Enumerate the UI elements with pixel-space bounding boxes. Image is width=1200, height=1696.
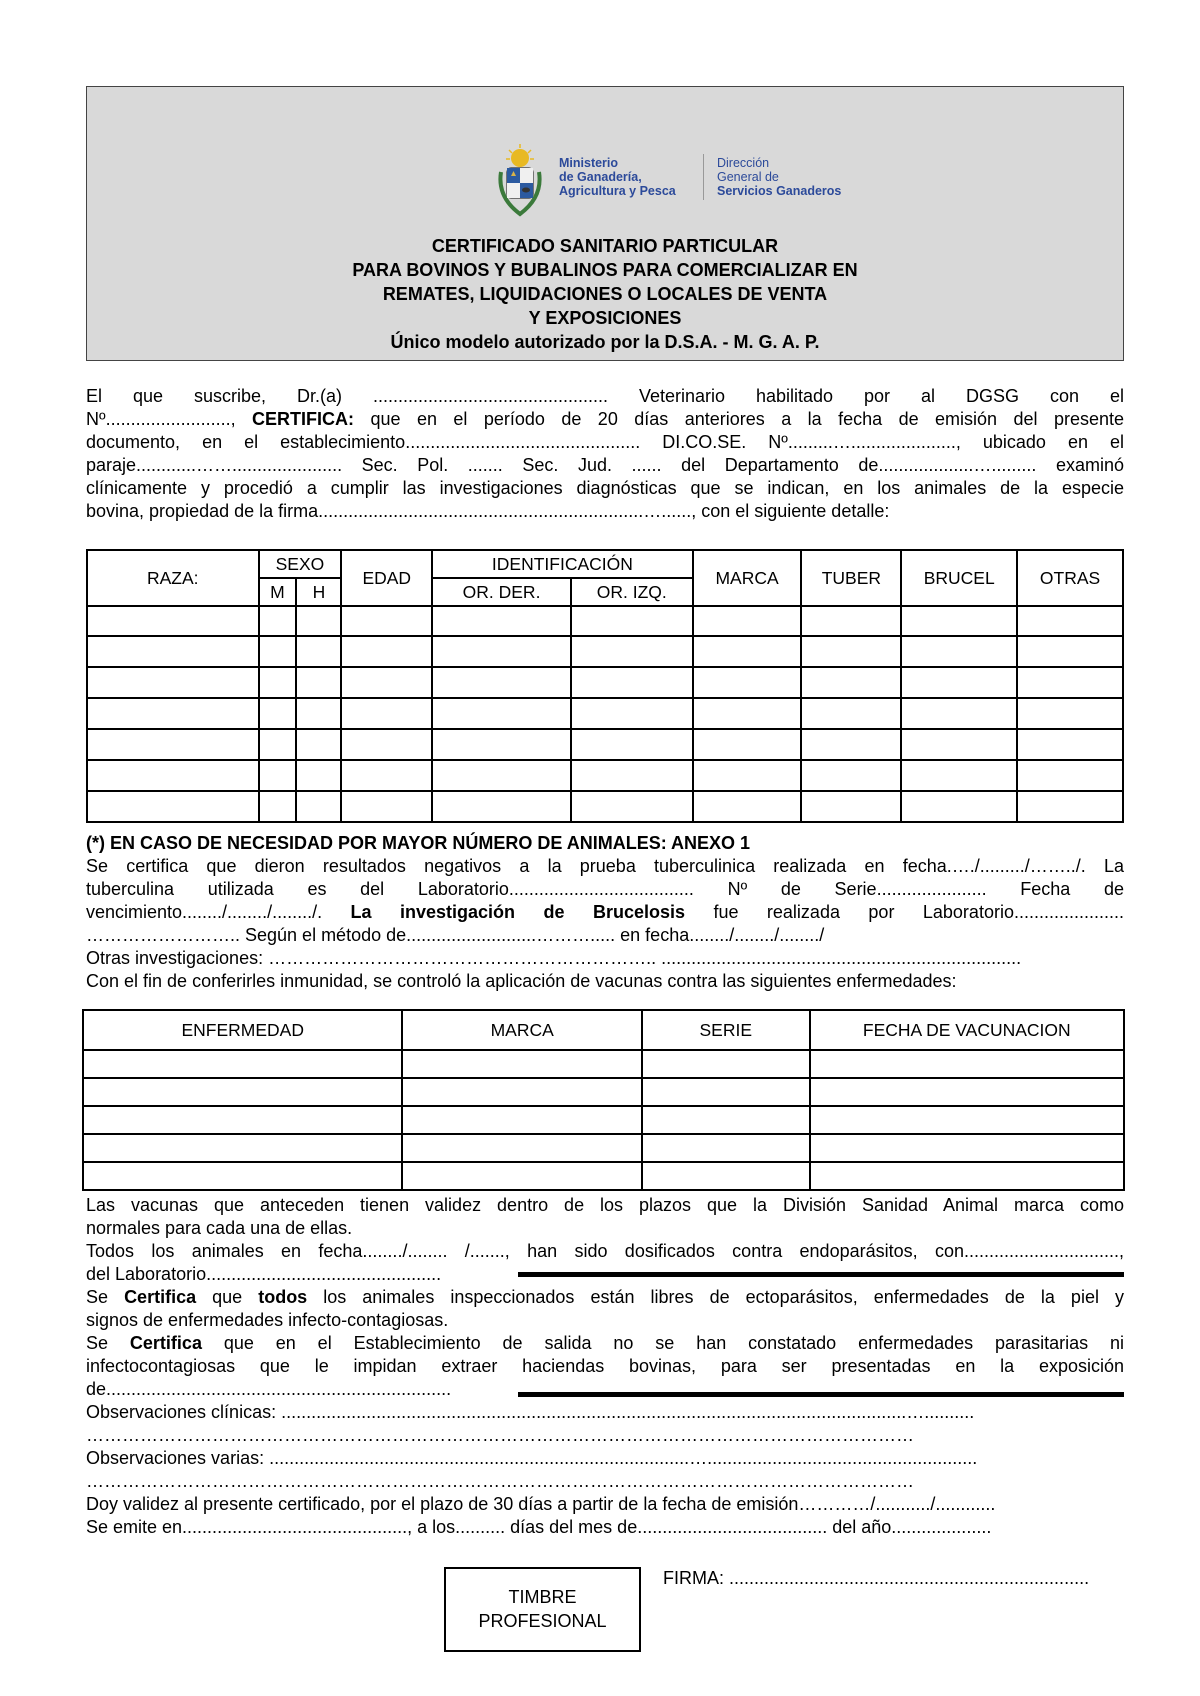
col-header-or-der: OR. DER. bbox=[432, 578, 571, 606]
col-header-m: M bbox=[259, 578, 297, 606]
certificate-title-line: REMATES, LIQUIDACIONES O LOCALES DE VENTA bbox=[382, 284, 828, 304]
vaccine-cell[interactable] bbox=[83, 1078, 402, 1106]
vaccine-cell[interactable] bbox=[402, 1050, 641, 1078]
vaccine-cell[interactable] bbox=[83, 1106, 402, 1134]
animal-cell[interactable] bbox=[801, 760, 901, 791]
animal-cell[interactable] bbox=[296, 698, 341, 729]
intro-line: bovina, propiedad de la firma.................................................................…......, con el siguiente detalle: bbox=[86, 501, 890, 521]
col-header-or-izq: OR. IZQ. bbox=[571, 578, 693, 606]
tests-line: Otras investigaciones: ……………………………………………………….. ........................................................................ bbox=[86, 948, 1022, 968]
intro-paragraph bbox=[86, 385, 1124, 523]
animal-cell[interactable] bbox=[87, 698, 259, 729]
issued-line: Se emite en............................................., a los.......... días del mes de...................................... del año.................... bbox=[86, 1517, 992, 1537]
animal-cell[interactable] bbox=[693, 729, 802, 760]
animal-cell[interactable] bbox=[571, 667, 693, 698]
vaccine-cell[interactable] bbox=[642, 1078, 810, 1106]
lower-section bbox=[86, 1194, 1124, 1539]
direction-name-line: General de bbox=[717, 170, 779, 184]
vaccine-cell[interactable] bbox=[402, 1106, 641, 1134]
animal-cell[interactable] bbox=[801, 636, 901, 667]
col-header-fecha-vacunacion: FECHA DE VACUNACION bbox=[810, 1010, 1124, 1050]
animal-cell[interactable] bbox=[1017, 667, 1123, 698]
animal-row bbox=[87, 636, 1123, 667]
animal-row bbox=[87, 667, 1123, 698]
animal-cell[interactable] bbox=[259, 791, 297, 822]
animal-row bbox=[87, 729, 1123, 760]
animal-row bbox=[87, 606, 1123, 636]
vaccine-rows bbox=[83, 1050, 1124, 1190]
animal-cell[interactable] bbox=[571, 791, 693, 822]
vaccine-validity-line: normales para cada una de ellas. bbox=[86, 1218, 353, 1238]
ectoparasite-line bbox=[86, 1286, 1124, 1309]
uruguay-coat-of-arms-icon bbox=[487, 142, 553, 220]
ecto-part: Se bbox=[86, 1287, 125, 1307]
animal-row bbox=[87, 698, 1123, 729]
vaccine-cell[interactable] bbox=[642, 1162, 810, 1190]
vaccine-cell[interactable] bbox=[810, 1078, 1124, 1106]
vaccine-row bbox=[83, 1162, 1124, 1190]
animal-cell[interactable] bbox=[432, 791, 571, 822]
animal-cell[interactable] bbox=[901, 606, 1017, 636]
animal-cell[interactable] bbox=[901, 729, 1017, 760]
vaccine-table bbox=[82, 1009, 1125, 1191]
certificate-subtitle: Único modelo autorizado por la D.S.A. - M. G. A. P. bbox=[390, 332, 820, 352]
animal-cell[interactable] bbox=[341, 636, 432, 667]
estab-part: que en el Establecimiento de salida no se han constatado enfermedades parasitarias ni bbox=[201, 1333, 1124, 1353]
animal-cell[interactable] bbox=[432, 636, 571, 667]
animal-cell[interactable] bbox=[1017, 760, 1123, 791]
vaccine-validity-line: Las vacunas que anteceden tienen validez dentro de los plazos que la División Sanidad Animal marca como bbox=[86, 1195, 1124, 1215]
animal-cell[interactable] bbox=[341, 760, 432, 791]
tests-section bbox=[86, 832, 1124, 993]
establishment-line bbox=[86, 1332, 1124, 1355]
animal-cell[interactable] bbox=[87, 729, 259, 760]
animal-cell[interactable] bbox=[693, 636, 802, 667]
animal-cell[interactable] bbox=[801, 791, 901, 822]
certificate-title-line: Y EXPOSICIONES bbox=[528, 308, 682, 328]
intro-line: El que suscribe, Dr.(a) ............................................... Veterinario habilitado por al DGSG con el bbox=[86, 386, 1124, 406]
tests-line: tuberculina utilizada es del Laboratorio..................................... Nº de Serie...................... Fecha de bbox=[86, 879, 1124, 899]
certificate-title-line: PARA BOVINOS Y BUBALINOS PARA COMERCIALIZAR EN bbox=[352, 260, 858, 280]
col-header-h: H bbox=[296, 578, 341, 606]
animal-cell[interactable] bbox=[1017, 729, 1123, 760]
col-header-tuber: TUBER bbox=[801, 550, 901, 606]
tests-line: Se certifica que dieron resultados negativos a la prueba tuberculinica realizada en fecha.…./........./……../. La bbox=[86, 856, 1124, 876]
vaccine-row bbox=[83, 1106, 1124, 1134]
animal-cell[interactable] bbox=[296, 729, 341, 760]
direction-name-line: Servicios Ganaderos bbox=[717, 184, 842, 198]
animal-cell[interactable] bbox=[1017, 606, 1123, 636]
animal-cell[interactable] bbox=[901, 760, 1017, 791]
animal-cell[interactable] bbox=[341, 698, 432, 729]
certifica-label: Certifica bbox=[129, 1333, 202, 1353]
vaccine-cell[interactable] bbox=[642, 1106, 810, 1134]
vaccine-cell[interactable] bbox=[810, 1050, 1124, 1078]
animal-cell[interactable] bbox=[341, 791, 432, 822]
animal-cell[interactable] bbox=[571, 760, 693, 791]
animal-cell[interactable] bbox=[1017, 791, 1123, 822]
col-header-marca: MARCA bbox=[402, 1010, 641, 1050]
intro-line: clínicamente y procedió a cumplir las investigaciones diagnósticas que se indican, en los animales de la especie bbox=[86, 478, 1124, 498]
ministry-name-line: de Ganadería, bbox=[559, 170, 642, 184]
col-header-identificacion: IDENTIFICACIÓN bbox=[432, 550, 693, 578]
animal-cell[interactable] bbox=[259, 698, 297, 729]
col-header-serie: SERIE bbox=[642, 1010, 810, 1050]
vaccine-row bbox=[83, 1078, 1124, 1106]
animal-cell[interactable] bbox=[901, 636, 1017, 667]
intro-line bbox=[86, 408, 1124, 431]
tests-line: Con el fin de conferirles inmunidad, se controló la aplicación de vacunas contra las siguientes enfermedades: bbox=[86, 971, 957, 991]
deworming-line: Todos los animales en fecha......../........ /......., han sido dosificados contra endoparásitos, con..............................., bbox=[86, 1241, 1124, 1261]
vaccine-row bbox=[83, 1134, 1124, 1162]
certifica-label: CERTIFICA: bbox=[252, 409, 355, 429]
animal-cell[interactable] bbox=[901, 698, 1017, 729]
animal-cell[interactable] bbox=[296, 667, 341, 698]
col-header-edad: EDAD bbox=[341, 550, 432, 606]
animal-cell[interactable] bbox=[87, 791, 259, 822]
animal-cell[interactable] bbox=[432, 667, 571, 698]
col-header-otras: OTRAS bbox=[1017, 550, 1123, 606]
animal-cell[interactable] bbox=[901, 667, 1017, 698]
vaccine-cell[interactable] bbox=[642, 1050, 810, 1078]
vaccine-cell[interactable] bbox=[402, 1078, 641, 1106]
estab-part: Se bbox=[86, 1333, 130, 1353]
vaccine-cell[interactable] bbox=[642, 1134, 810, 1162]
vaccine-cell[interactable] bbox=[83, 1162, 402, 1190]
animal-cell[interactable] bbox=[87, 760, 259, 791]
col-header-marca: MARCA bbox=[693, 550, 802, 606]
deworming-line: del Laboratorio............................................... bbox=[86, 1264, 442, 1284]
ministry-logo bbox=[487, 142, 907, 220]
separator-rule bbox=[518, 1272, 1124, 1277]
animal-cell[interactable] bbox=[1017, 636, 1123, 667]
timbre-label: PROFESIONAL bbox=[478, 1611, 607, 1631]
validity-line: Doy validez al presente certificado, por el plazo de 30 días a partir de la fecha de emisión…………/.........../............ bbox=[86, 1494, 996, 1514]
animal-cell[interactable] bbox=[259, 606, 297, 636]
animal-cell[interactable] bbox=[571, 636, 693, 667]
animal-cell[interactable] bbox=[87, 606, 259, 636]
tests-line bbox=[86, 901, 1124, 924]
animal-cell[interactable] bbox=[432, 729, 571, 760]
clinical-observations-line: Observaciones clínicas: .............................................................................................................................….......... bbox=[86, 1402, 975, 1422]
anexo-note: (*) EN CASO DE NECESIDAD POR MAYOR NÚMERO DE ANIMALES: ANEXO 1 bbox=[86, 833, 751, 853]
animal-cell[interactable] bbox=[801, 667, 901, 698]
col-header-brucel: BRUCEL bbox=[901, 550, 1017, 606]
animal-cell[interactable] bbox=[341, 729, 432, 760]
direction-name bbox=[717, 156, 841, 198]
tests-line-part: fue realizada por Laboratorio...................... bbox=[684, 902, 1124, 922]
col-header-raza: RAZA: bbox=[87, 550, 259, 606]
animal-cell[interactable] bbox=[571, 698, 693, 729]
timbre-profesional-box bbox=[444, 1567, 641, 1652]
todos-label: todos bbox=[258, 1287, 308, 1307]
animal-cell[interactable] bbox=[432, 698, 571, 729]
timbre-label: TIMBRE bbox=[508, 1587, 577, 1607]
direction-name-line: Dirección bbox=[717, 156, 770, 170]
animal-cell[interactable] bbox=[801, 606, 901, 636]
animals-table bbox=[86, 549, 1124, 823]
animal-cell[interactable] bbox=[693, 791, 802, 822]
col-header-enfermedad: ENFERMEDAD bbox=[83, 1010, 402, 1050]
ecto-part: que bbox=[196, 1287, 259, 1307]
animal-cell[interactable] bbox=[87, 636, 259, 667]
vaccine-cell[interactable] bbox=[810, 1134, 1124, 1162]
tests-line: …………………….. Según el método de..........................………..... en fecha......../......../......../ bbox=[86, 925, 825, 945]
animal-cell[interactable] bbox=[259, 667, 297, 698]
certifica-label: Certifica bbox=[124, 1287, 197, 1307]
brucelosis-label: La investigación de Brucelosis bbox=[350, 902, 685, 922]
animal-cell[interactable] bbox=[693, 698, 802, 729]
ectoparasite-line: signos de enfermedades infecto-contagiosas. bbox=[86, 1310, 449, 1330]
vaccine-cell[interactable] bbox=[402, 1134, 641, 1162]
animal-cell[interactable] bbox=[1017, 698, 1123, 729]
animal-cell[interactable] bbox=[693, 760, 802, 791]
animal-cell[interactable] bbox=[296, 760, 341, 791]
vaccine-cell[interactable] bbox=[83, 1050, 402, 1078]
vaccine-cell[interactable] bbox=[83, 1134, 402, 1162]
col-header-sexo: SEXO bbox=[259, 550, 342, 578]
animal-cell[interactable] bbox=[571, 729, 693, 760]
signature-line: FIRMA: ........................................................................ bbox=[663, 1568, 1090, 1588]
animal-cell[interactable] bbox=[259, 760, 297, 791]
vaccine-cell[interactable] bbox=[402, 1162, 641, 1190]
animal-cell[interactable] bbox=[341, 667, 432, 698]
vaccine-row bbox=[83, 1050, 1124, 1078]
animal-cell[interactable] bbox=[296, 606, 341, 636]
animal-cell[interactable] bbox=[693, 667, 802, 698]
certificate-title-line: CERTIFICADO SANITARIO PARTICULAR bbox=[431, 236, 779, 256]
animal-cell[interactable] bbox=[901, 791, 1017, 822]
clinical-observations-line: ………………………………………………………………………………………………………………………… bbox=[86, 1425, 914, 1445]
animal-cell[interactable] bbox=[432, 606, 571, 636]
ministry-name bbox=[559, 156, 676, 198]
intro-line: documento, en el establecimiento............................................... DI.CO.SE. Nº.........…....................., ubicado en el bbox=[86, 432, 1124, 452]
animal-cell[interactable] bbox=[259, 636, 297, 667]
animal-cell[interactable] bbox=[296, 791, 341, 822]
intro-line-part: Nº........................., bbox=[86, 409, 253, 429]
ministry-name-line: Agricultura y Pesca bbox=[559, 184, 676, 198]
header-box bbox=[86, 86, 1124, 361]
animal-cell[interactable] bbox=[801, 698, 901, 729]
establishment-line: de..................................................................... bbox=[86, 1379, 452, 1399]
animal-cell[interactable] bbox=[296, 636, 341, 667]
various-observations-line: ………………………………………………………………………………………………………………………… bbox=[86, 1471, 914, 1491]
ecto-part: los animales inspeccionados están libres de ectoparásitos, enfermedades de la piel y bbox=[307, 1287, 1124, 1307]
animal-cell[interactable] bbox=[432, 760, 571, 791]
vaccine-cell[interactable] bbox=[810, 1106, 1124, 1134]
animal-cell[interactable] bbox=[693, 606, 802, 636]
logo-divider bbox=[703, 154, 704, 200]
tests-line-part: vencimiento......../......../......../. bbox=[86, 902, 351, 922]
animal-cell[interactable] bbox=[801, 729, 901, 760]
intro-line: paraje............……...................... Sec. Pol. ....... Sec. Jud. ...... del Departamento de...................…......... examinó bbox=[86, 455, 1124, 475]
various-observations-line: Observaciones varias: ....................................................................................…...................................................... bbox=[86, 1448, 978, 1468]
animal-row bbox=[87, 791, 1123, 822]
animal-row bbox=[87, 760, 1123, 791]
animal-cell[interactable] bbox=[87, 667, 259, 698]
animal-cell[interactable] bbox=[341, 606, 432, 636]
ministry-name-line: Ministerio bbox=[559, 156, 619, 170]
animal-cell[interactable] bbox=[259, 729, 297, 760]
vaccine-cell[interactable] bbox=[810, 1162, 1124, 1190]
establishment-line: infectocontagiosas que le impidan extraer haciendas bovinas, para ser presentadas en la exposición bbox=[86, 1356, 1124, 1376]
intro-line-part: que en el período de 20 días anteriores a la fecha de emisión del presente bbox=[354, 409, 1124, 429]
animal-cell[interactable] bbox=[571, 606, 693, 636]
animal-rows bbox=[87, 606, 1123, 822]
separator-rule bbox=[518, 1392, 1124, 1397]
